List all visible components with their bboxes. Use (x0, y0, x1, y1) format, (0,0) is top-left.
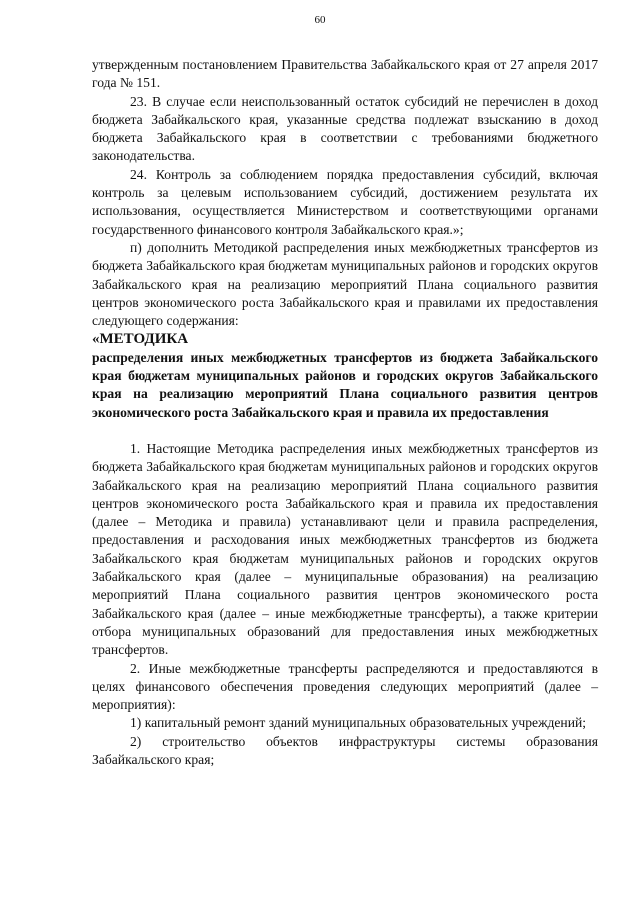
paragraph-24: 24. Контроль за соблюдением порядка предоставления субсидий, включая контроль за целевым использованием субсидий, достижением результата их использования, осуществляется Министерством и соответствующими органами государственного финансового контроля Забайкальского края.»; (92, 166, 598, 237)
methodology-title: «МЕТОДИКА (92, 331, 189, 348)
list-item-1: 1) капитальный ремонт зданий муниципальных образовательных учреждений; (130, 715, 587, 731)
paragraph-2: 2. Иные межбюджетные трансферты распределяются и предоставляются в целях финансового обеспечения проведения следующих мероприятий (далее – мероприятия): (92, 660, 598, 713)
paragraph-1: 1. Настоящие Методика распределения иных межбюджетных трансфертов из бюджета Забайкальского края бюджетам муниципальных районов и городских округов Забайкальского края на реализацию мероприятий Плана социального развития центров экономического роста Забайкальского края и правила их предоставления (далее – Методика и правила) устанавливают цели и правила распределения, предоставления и расходования иных межбюджетных трансфертов из бюджета Забайкальского края бюджетам муниципальных районов и городских округов Забайкальского края (далее – муниципальные образования) на реализацию мероприятий Плана социального развития центров экономического роста Забайкальского края (далее – иные межбюджетные трансферты), а также критерии отбора муниципальных образований для предоставления иных межбюджетных трансфертов. (92, 440, 598, 658)
document-body (92, 56, 598, 769)
spacer (92, 422, 598, 440)
paragraph-23: 23. В случае если неиспользованный остаток субсидий не перечислен в доход бюджета Забайкальского края, указанные средства подлежат взысканию в доход бюджета Забайкальского края в соответствии с требованиями бюджетного законодательства. (92, 93, 598, 164)
list-item-2: 2) строительство объектов инфраструктуры системы образования Забайкальского края; (92, 733, 598, 767)
paragraph-p-amendment: п) дополнить Методикой распределения иных межбюджетных трансфертов из бюджета Забайкальского края бюджетам муниципальных районов и городских округов Забайкальского края на реализацию мероприятий Плана социального развития центров экономического роста Забайкальского края и правилами их предоставления следующего содержания: (92, 239, 598, 329)
methodology-subtitle: распределения иных межбюджетных трансфертов из бюджета Забайкальского края бюджетам муниципальных районов и городских округов Забайкальского края на реализацию мероприятий Плана социального развития центров экономического роста Забайкальского края и правила их предоставления (92, 349, 598, 420)
page-number: 60 (314, 14, 326, 26)
paragraph-continuation: утвержденным постановлением Правительства Забайкальского края от 27 апреля 2017 года № 151. (92, 57, 598, 91)
